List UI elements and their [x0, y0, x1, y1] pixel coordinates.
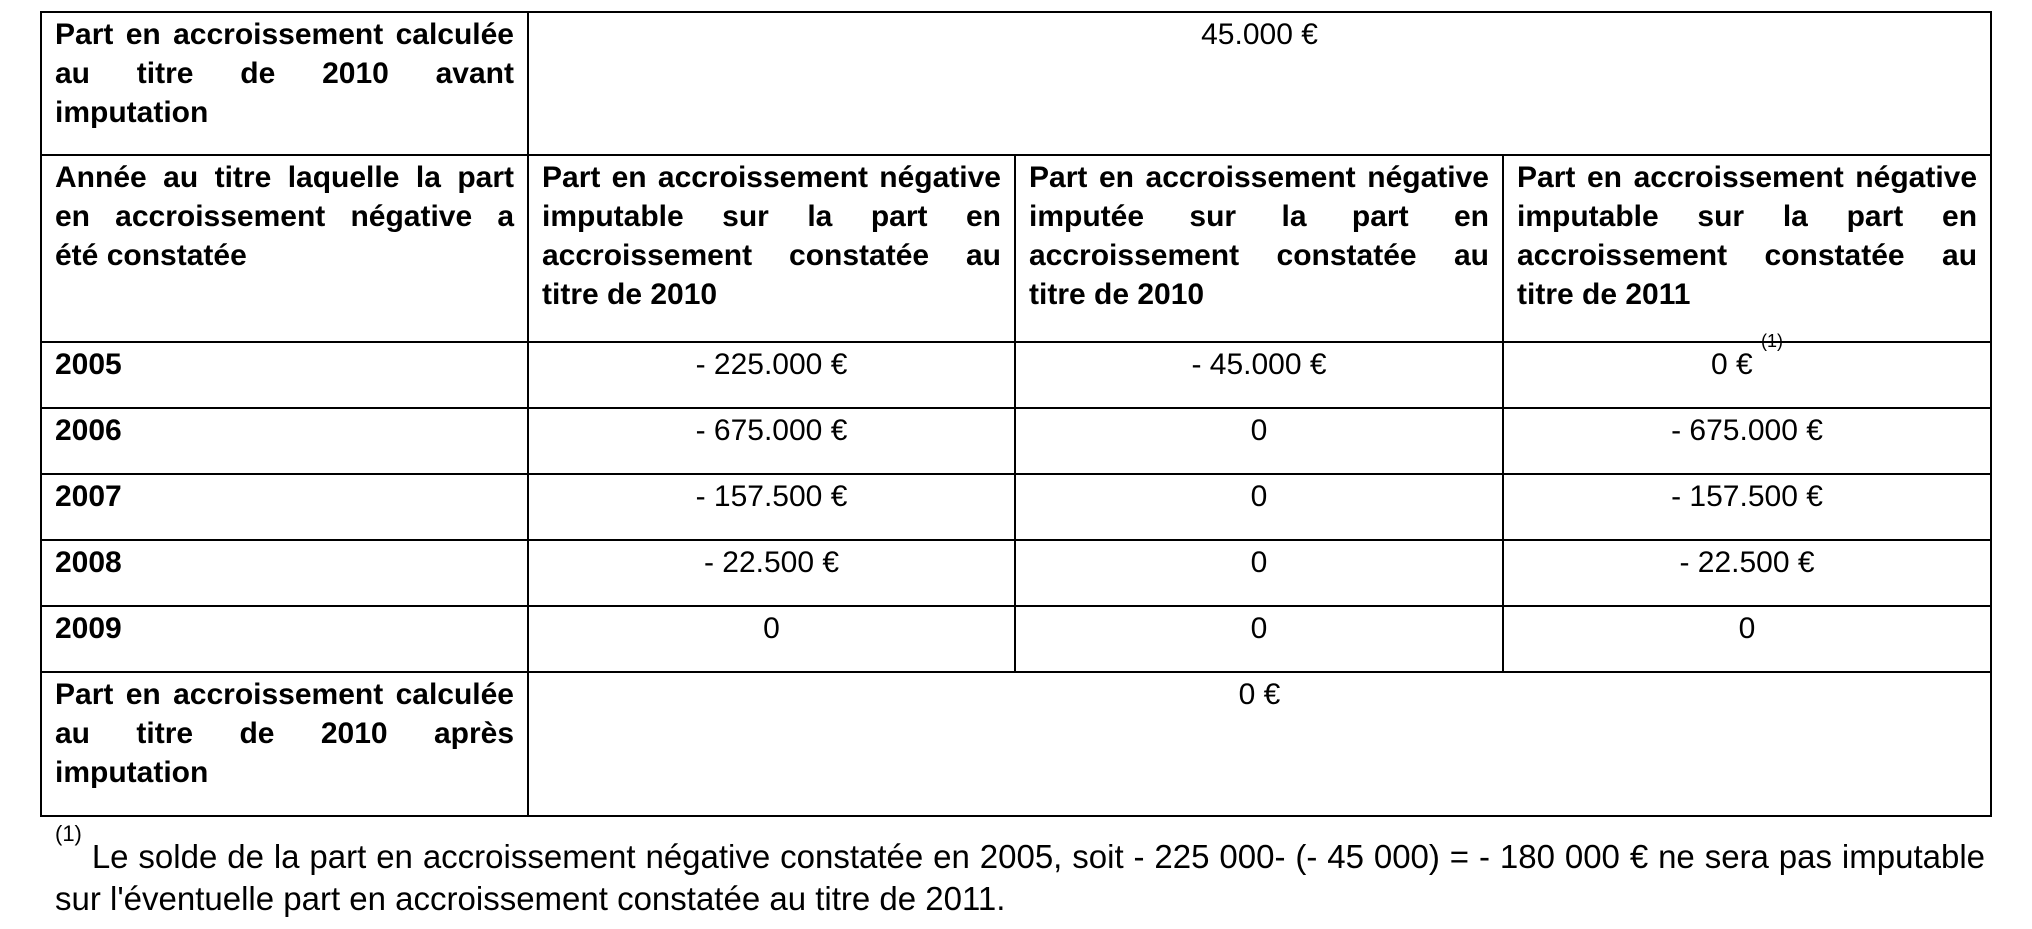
- header-imputee-2010: Part en accroissement négative imputée sur la part en accroissement constatée au titre de 2010: [1015, 155, 1503, 342]
- footnote-marker: (1): [55, 821, 82, 846]
- value-cell: - 225.000 €: [528, 342, 1015, 408]
- value-cell: 0: [528, 606, 1015, 672]
- value-after-imputation: 0 €: [528, 672, 1991, 816]
- value-cell: - 675.000 €: [1503, 408, 1991, 474]
- footnote-text: Le solde de la part en accroissement négative constatée en 2005, soit - 225 000- (- 45 000) = - 180 000 € ne sera pas imputable sur l'éventuelle part en accroissement constatée au titre de 2011.: [55, 838, 1985, 917]
- value-cell: - 157.500 €: [1503, 474, 1991, 540]
- value-cell: - 22.500 €: [1503, 540, 1991, 606]
- header-imputable-2010: Part en accroissement négative imputable sur la part en accroissement constatée au titre de 2010: [528, 155, 1015, 342]
- year-cell: 2005: [41, 342, 528, 408]
- year-cell: 2009: [41, 606, 528, 672]
- label-after-imputation: Part en accroissement calculée au titre de 2010 après imputation: [41, 672, 528, 816]
- table-row: [41, 342, 1991, 408]
- year-cell: 2007: [41, 474, 528, 540]
- footnote: [55, 821, 1985, 920]
- header-imputable-2011: Part en accroissement négative imputable sur la part en accroissement constatée au titre de 2011: [1503, 155, 1991, 342]
- table-row: [41, 408, 1991, 474]
- value-cell: - 675.000 €: [528, 408, 1015, 474]
- header-year-column: Année au titre laquelle la part en accroissement négative a été constatée: [41, 155, 528, 342]
- table-row: [41, 606, 1991, 672]
- value-cell: - 157.500 €: [528, 474, 1015, 540]
- year-cell: 2008: [41, 540, 528, 606]
- value-cell: - 22.500 €: [528, 540, 1015, 606]
- value-before-imputation: 45.000 €: [528, 12, 1991, 155]
- value-text: 0 €: [1710, 348, 1753, 381]
- value-cell: - 45.000 €: [1015, 342, 1503, 408]
- footnote-reference: (1): [1761, 331, 1784, 351]
- value-cell: 0: [1015, 474, 1503, 540]
- year-cell: 2006: [41, 408, 528, 474]
- table-row: [41, 474, 1991, 540]
- table-row: [41, 540, 1991, 606]
- value-cell: 0: [1503, 606, 1991, 672]
- table-row-before-imputation: [41, 12, 1991, 155]
- table-header-row: [41, 155, 1991, 342]
- table-row-after-imputation: [41, 672, 1991, 816]
- accroissement-table: [40, 11, 1992, 817]
- label-before-imputation: Part en accroissement calculée au titre de 2010 avant imputation: [41, 12, 528, 155]
- value-cell: 0: [1015, 606, 1503, 672]
- value-cell: 0: [1015, 540, 1503, 606]
- value-cell: 0: [1015, 408, 1503, 474]
- value-cell-with-note: [1503, 331, 1991, 408]
